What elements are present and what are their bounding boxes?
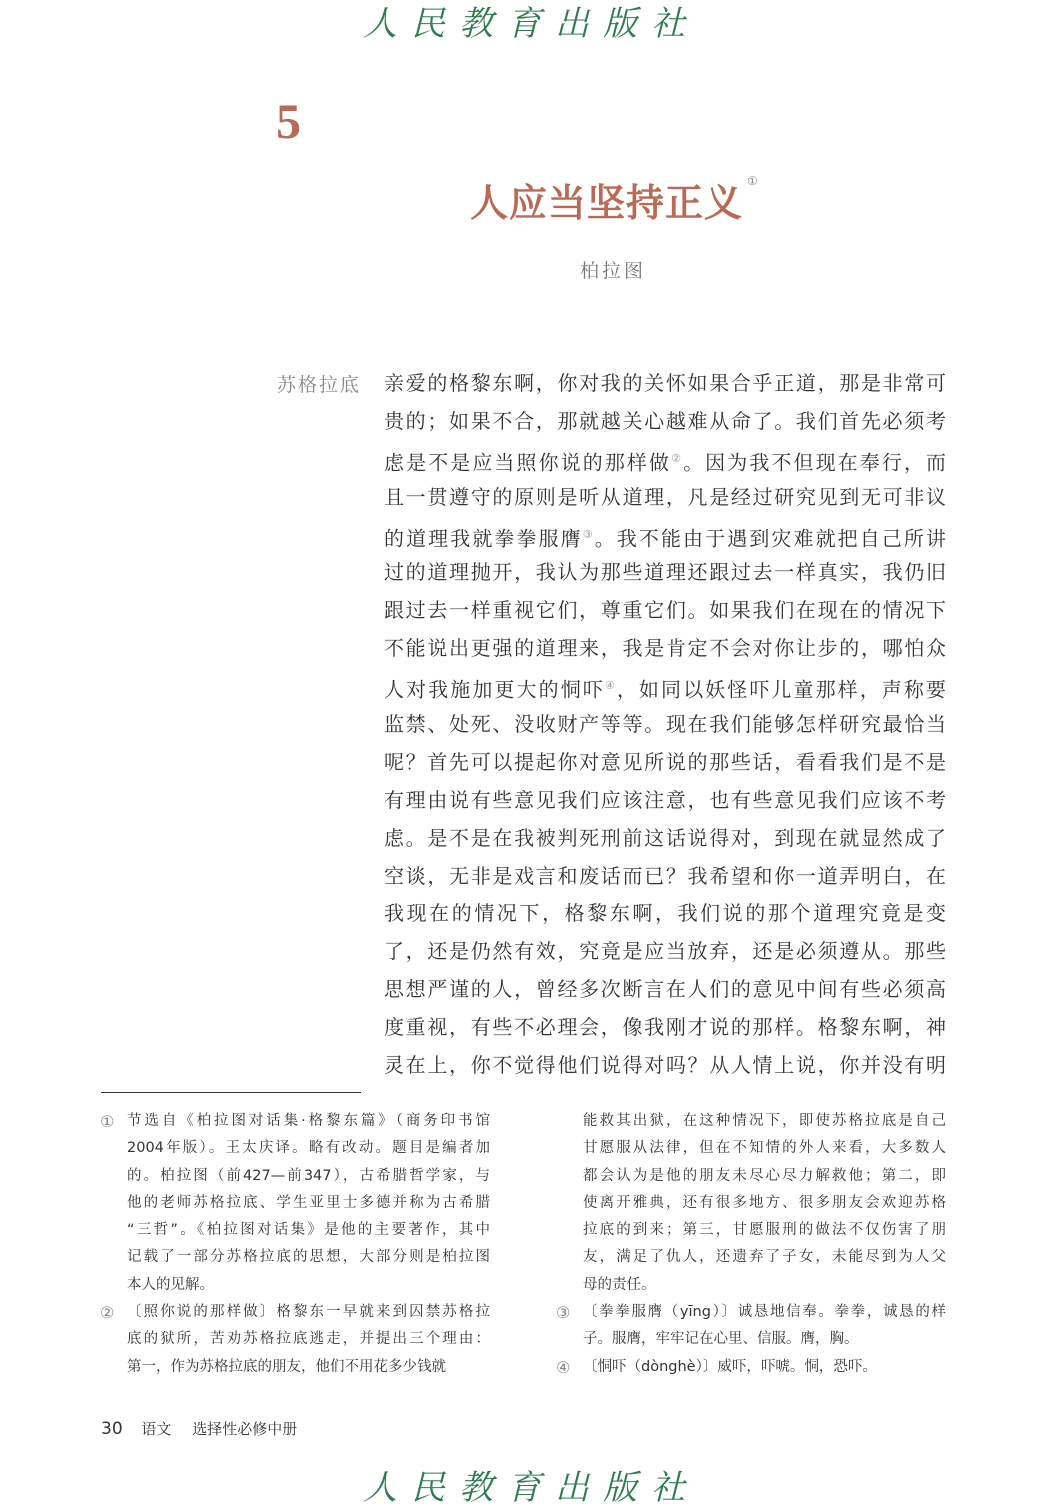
text-segment: ，如同以妖怪吓儿童那样，声称要: [616, 677, 947, 702]
footnote-text: 〔拳拳服膺（yīng）〕诚恳地信奉。拳拳，诚恳的样: [583, 1304, 946, 1321]
footnote-ref[interactable]: ②: [671, 451, 684, 465]
text-segment: 不能说出更强的道理来，我是肯定不会对你让步的，哪怕众: [384, 636, 946, 661]
footnote-line: [583, 1163, 946, 1190]
footnote-mark: ③: [556, 1303, 571, 1323]
text-line: [384, 632, 946, 670]
text-line: [384, 367, 946, 405]
text-line: [384, 519, 946, 557]
text-segment: 。因为我不但现在奉行，而: [683, 450, 946, 475]
footnote-mark: ①: [100, 1112, 115, 1131]
title-text: 人应当坚持正义: [470, 180, 744, 225]
footnote-line: [100, 1299, 490, 1326]
text-line: [384, 405, 946, 443]
lesson-number: 5: [276, 93, 301, 149]
text-line: [384, 973, 946, 1011]
text-segment: 的道理我就拳拳服膺: [384, 526, 583, 551]
footnote-text: 第一，作为苏格拉底的朋友，他们不用花多少钱就: [127, 1358, 446, 1375]
footnote-line: [583, 1244, 946, 1271]
footnote-line: [583, 1326, 946, 1353]
footnote-line: [127, 1326, 490, 1353]
text-segment: 呢？首先可以提起你对意见所说的那些话，看看我们是不是: [384, 749, 946, 774]
text-line: [384, 935, 946, 973]
footnote-line: [127, 1354, 490, 1381]
footnote-text: 母的责任。: [583, 1276, 656, 1293]
footnote-text: 都会认为是他的朋友未尽心尽力解救他；第二，即: [583, 1167, 946, 1184]
text-segment: 人对我施加更大的恫吓: [384, 677, 605, 702]
footnote-divider: [101, 1092, 361, 1093]
text-segment: 虑是不是应当照你说的那样做: [384, 450, 672, 475]
text-line: [384, 897, 946, 935]
footnote-line: [127, 1135, 490, 1162]
text-line: [384, 708, 946, 746]
page-footer: [101, 1418, 297, 1439]
footnote-text: 他的老师苏格拉底、学生亚里士多德并称为古希腊: [127, 1194, 490, 1211]
text-line: [384, 556, 946, 594]
footnote-text: 记载了一部分苏格拉底的思想，大部分则是柏拉图: [127, 1249, 490, 1266]
text-line: [384, 822, 946, 860]
author: 柏拉图: [580, 260, 647, 282]
footnote-text: 的。柏拉图（前427—前347），古希腊哲学家，与: [127, 1167, 490, 1184]
footnotes-right: [556, 1108, 946, 1381]
text-segment: 过的道理抛开，我认为那些道理还跟过去一样真实，我仍旧: [384, 560, 946, 585]
text-line: [384, 594, 946, 632]
footnote-mark: ④: [556, 1357, 571, 1377]
footnote-text: “三哲”。《柏拉图对话集》是他的主要著作，其中: [127, 1222, 490, 1239]
text-line: [384, 1049, 946, 1087]
main-text: [384, 367, 946, 1087]
text-line: [384, 670, 946, 708]
text-segment: 虑。是不是在我被判死刑前这话说得对，到现在就显然成了: [384, 825, 946, 850]
text-segment: 我现在的情况下，格黎东啊，我们说的那个道理究竟是变: [384, 901, 946, 926]
text-segment: 跟过去一样重视它们，尊重它们。如果我们在现在的情况下: [384, 598, 946, 623]
text-line: [384, 1011, 946, 1049]
footnotes-left: [100, 1108, 490, 1381]
text-line: [384, 746, 946, 784]
text-line: [384, 784, 946, 822]
footnote-line: [556, 1354, 946, 1381]
footnote-text: 底的狱所，苦劝苏格拉底逃走，并提出三个理由：: [127, 1331, 490, 1348]
footnote-line: [100, 1108, 490, 1135]
footnote-line: [127, 1217, 490, 1244]
text-line: [384, 443, 946, 481]
speaker-name: 苏格拉底: [277, 374, 362, 396]
page-number: 30: [101, 1419, 123, 1439]
text-line: [384, 860, 946, 898]
text-segment: 且一贯遵守的原则是听从道理，凡是经过研究见到无可非议: [384, 484, 946, 509]
page-title: [470, 172, 759, 227]
text-segment: 。我不能由于遇到灾难就把自己所讲: [594, 526, 946, 551]
footnote-line: [583, 1217, 946, 1244]
text-segment: 有理由说有些意见我们应该注意，也有些意见我们应该不考: [384, 787, 946, 812]
footnote-line: [127, 1244, 490, 1271]
footnote-mark: ②: [100, 1303, 115, 1323]
footnote-text: 节选自《柏拉图对话集·格黎东篇》（商务印书馆: [127, 1113, 490, 1129]
footnote-line: [583, 1272, 946, 1299]
footnote-text: 拉底的到来；第三，甘愿服刑的做法不仅伤害了朋: [583, 1222, 946, 1239]
text-segment: 思想严谨的人，曾经多次断言在人们的意见中间有些必须高: [384, 977, 946, 1002]
footnote-text: 能救其出狱，在这种情况下，即使苏格拉底是自己: [583, 1113, 946, 1129]
footnote-line: [556, 1299, 946, 1326]
publisher-logo: 人民教育出版社: [363, 4, 699, 44]
text-segment: 度重视，有些不必理会，像我刚才说的那样。格黎东啊，神: [384, 1015, 946, 1040]
text-segment: 空谈，无非是戏言和废话而已？我希望和你一道弄明白，在: [384, 863, 946, 888]
footnote-text: 〔恫吓（dònghè）〕威吓，吓唬。恫，恐吓。: [583, 1358, 877, 1375]
text-segment: 监禁、处死、没收财产等等。现在我们能够怎样研究最恰当: [384, 712, 946, 737]
footnote-line: [127, 1190, 490, 1217]
footnote-ref[interactable]: ①: [747, 174, 759, 188]
text-segment: 亲爱的格黎东啊，你对我的关怀如果合乎正道，那是非常可: [384, 371, 946, 395]
footnote-text: 子。服膺，牢牢记在心里、信服。膺，胸。: [583, 1331, 859, 1348]
footnote-text: 友，满足了仇人，还遗弃了子女，未能尽到为人父: [583, 1249, 946, 1266]
footnote-ref[interactable]: ④: [604, 679, 617, 693]
footnote-text: 〔照你说的那样做〕格黎东一早就来到囚禁苏格拉: [127, 1304, 490, 1321]
publisher-logo-bottom: 人民教育出版社: [363, 1468, 699, 1508]
text-line: [384, 481, 946, 519]
footnote-ref[interactable]: ③: [582, 527, 595, 541]
text-segment: 了，还是仍然有效，究竟是应当放弃，还是必须遵从。那些: [384, 939, 946, 964]
footnote-text: 使离开雅典，还有很多地方、很多朋友会欢迎苏格: [583, 1194, 946, 1211]
footnote-line: [583, 1108, 946, 1135]
text-segment: 贵的；如果不合，那就越关心越难从命了。我们首先必须考: [384, 408, 946, 433]
text-segment: 灵在上，你不觉得他们说得对吗？从人情上说，你并没有明: [384, 1053, 946, 1078]
subject: 语文: [141, 1420, 172, 1438]
footnote-line: [127, 1163, 490, 1190]
footnote-line: [127, 1272, 490, 1299]
footnote-text: 2004年版）。王太庆译。略有改动。题目是编者加: [127, 1140, 490, 1157]
footnote-line: [583, 1190, 946, 1217]
footnote-line: [583, 1135, 946, 1162]
footnote-text: 本人的见解。: [127, 1276, 214, 1293]
footnote-text: 甘愿服从法律，但在不知情的外人来看，大多数人: [583, 1140, 946, 1157]
book-name: 选择性必修中册: [192, 1420, 298, 1438]
